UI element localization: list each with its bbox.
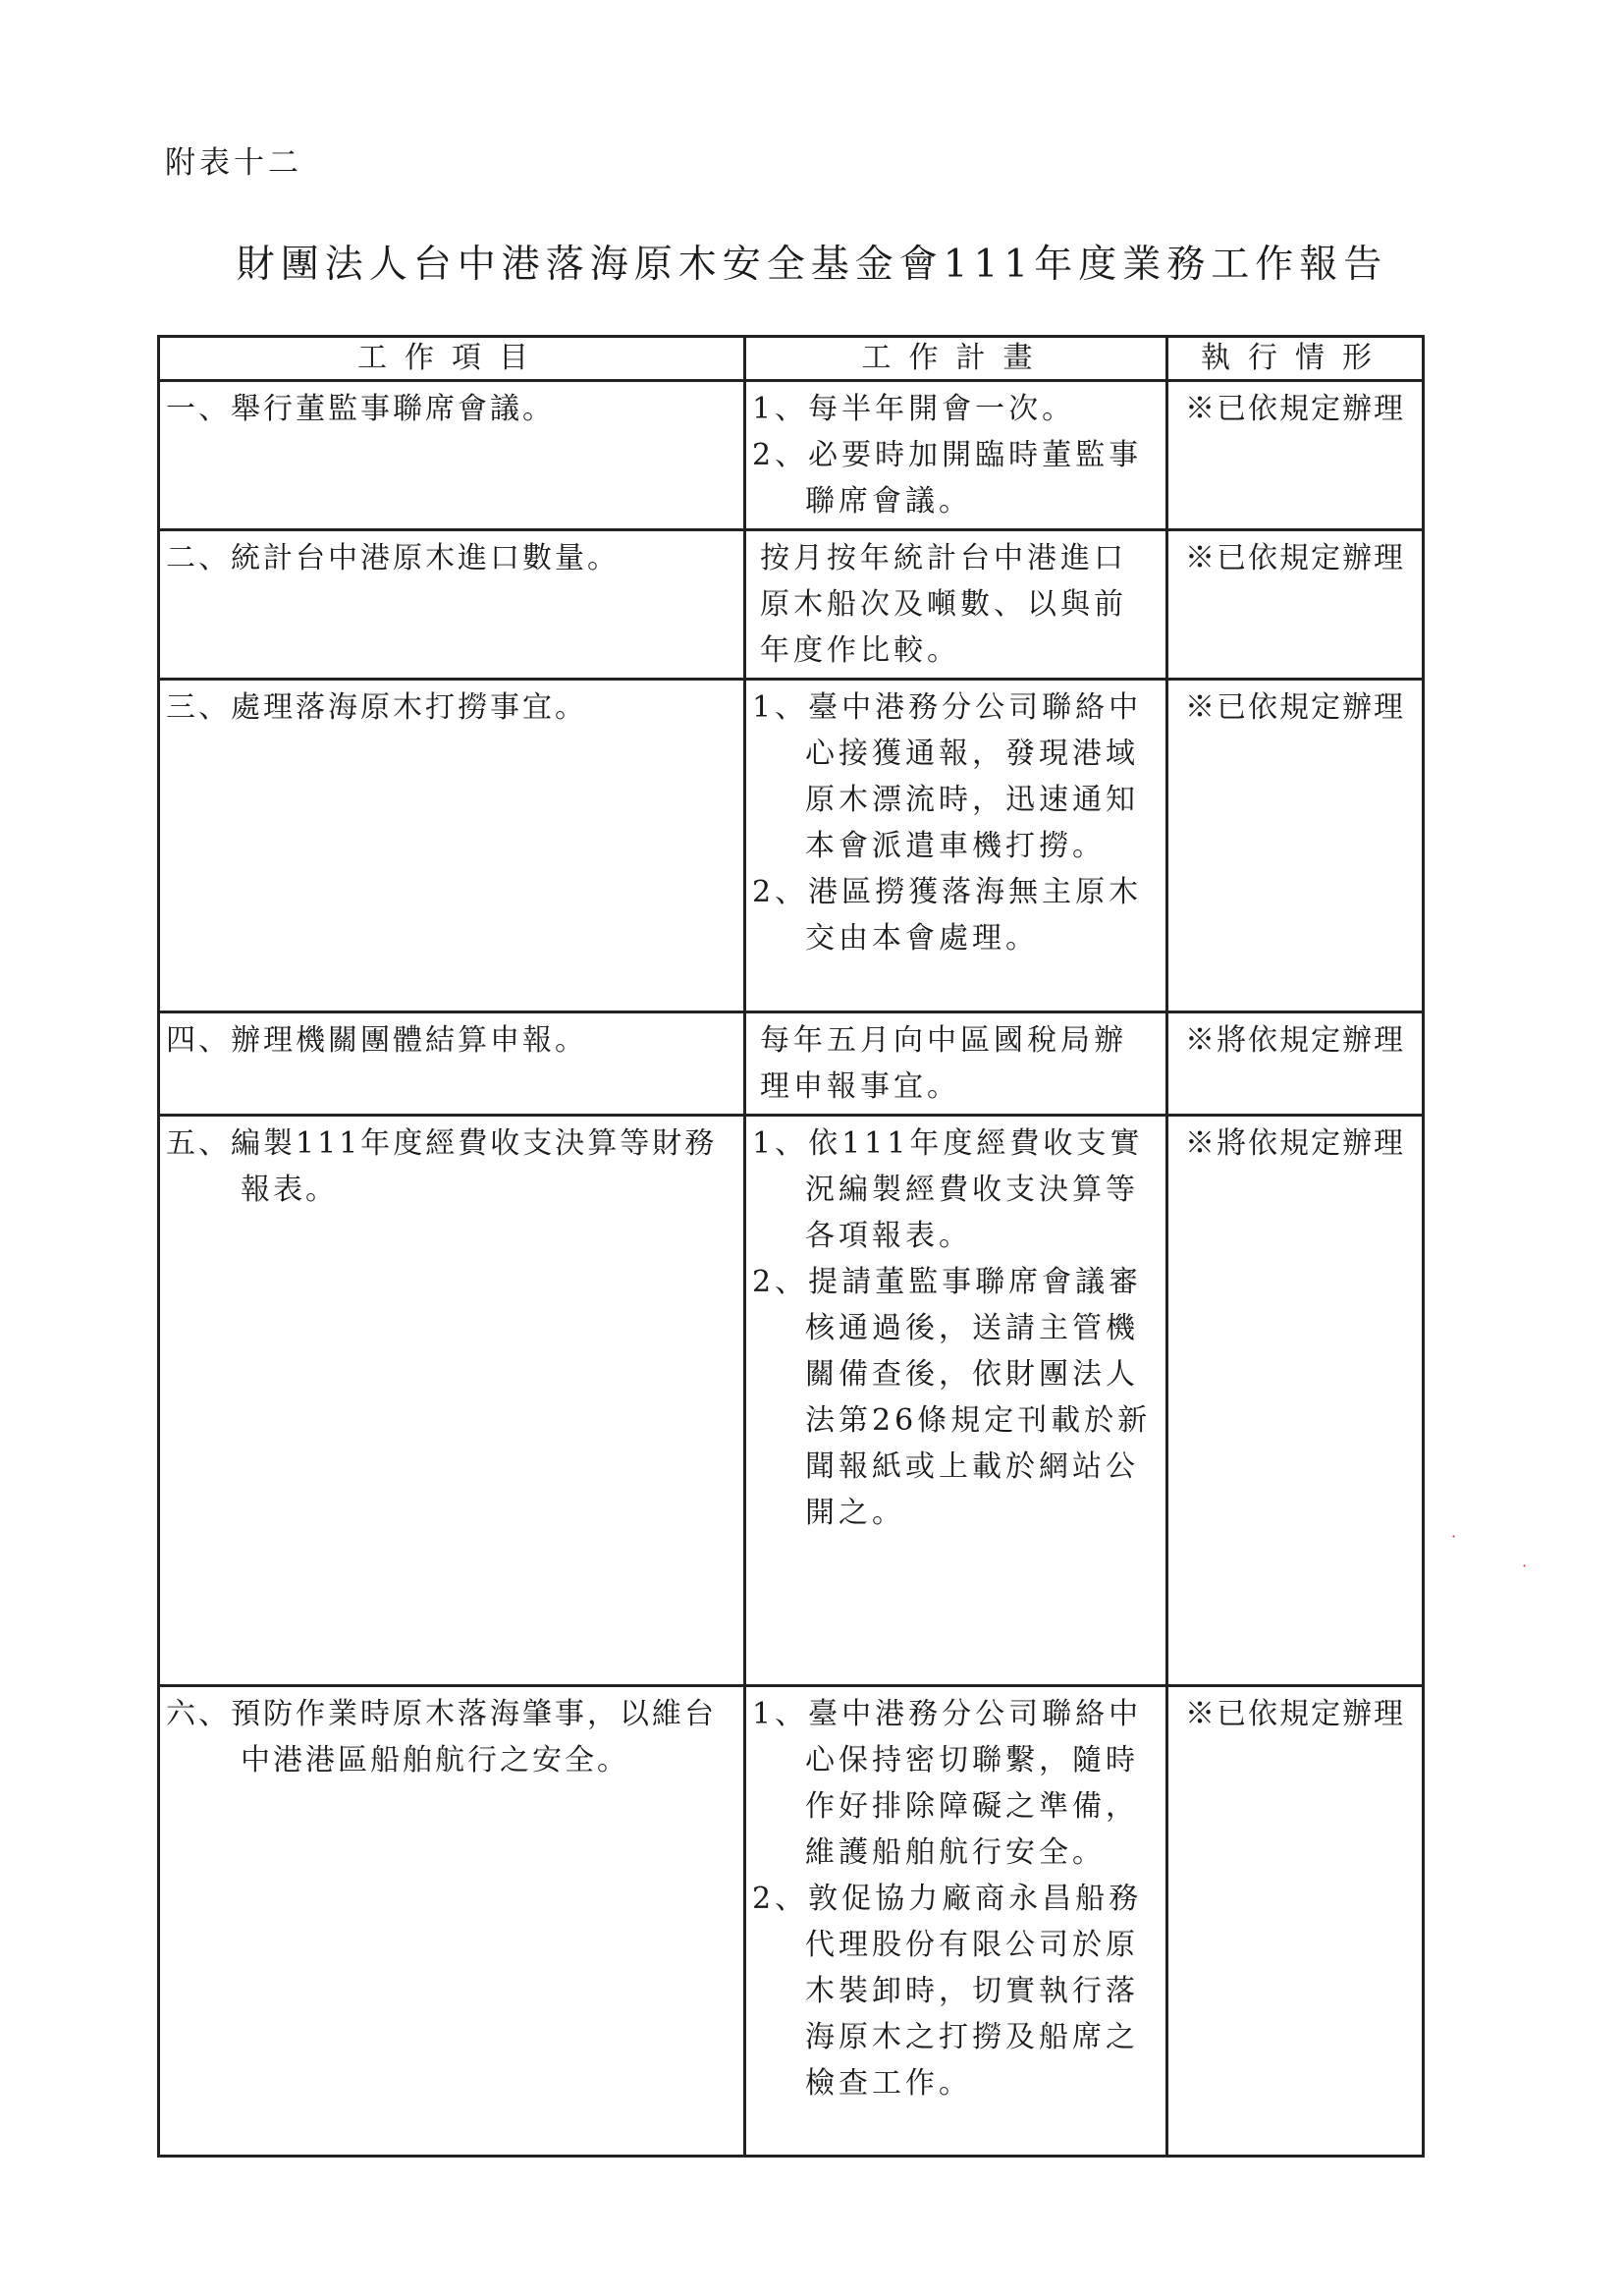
plan-step: 2、提請董監事聯席會議審核通過後，送請主管機關備查後，依財團法人法第26條規定刊載於新聞報紙或上載於網站公開之。 (752, 1265, 1152, 1530)
plan-step: 2、敦促協力廠商永昌船務代理股份有限公司於原木裝卸時，切實執行落海原木之打撈及船席之檢查工作。 (752, 1882, 1143, 2101)
execution-status: ※已依規定辦理 (1167, 530, 1424, 680)
plan-step: 1、每半年開會一次。 (752, 392, 1076, 426)
header-status: 執行情形 (1167, 337, 1424, 381)
work-item-text: 六、預防作業時原木落海肇事，以維台中港港區船舶航行之安全。 (166, 1697, 717, 1777)
table-row (159, 530, 1424, 680)
execution-status: ※已依規定辦理 (1167, 1686, 1424, 2157)
work-item (159, 680, 745, 1012)
header-plan: 工作計畫 (745, 337, 1167, 381)
table-row (159, 381, 1424, 530)
work-plan (745, 1012, 1167, 1116)
work-plan (745, 680, 1167, 1012)
work-plan (745, 1686, 1167, 2157)
appendix-label: 附表十二 (165, 145, 302, 181)
work-item (159, 1686, 745, 2157)
plan-step: 2、港區撈獲落海無主原木交由本會處理。 (752, 875, 1143, 956)
work-item-text: 一、舉行董監事聯席會議。 (166, 392, 555, 426)
work-item (159, 1116, 745, 1686)
work-plan (745, 1116, 1167, 1686)
work-item (159, 381, 745, 530)
scan-speck: · (1522, 1557, 1528, 1575)
table-row (159, 1116, 1424, 1686)
work-item-text: 三、處理落海原木打撈事宜。 (166, 690, 587, 725)
execution-status: ※將依規定辦理 (1167, 1012, 1424, 1116)
header-row (159, 337, 1424, 381)
execution-status: ※已依規定辦理 (1167, 381, 1424, 530)
execution-status: ※已依規定辦理 (1167, 680, 1424, 1012)
plan-step: 1、臺中港務分公司聯絡中心保持密切聯繫，隨時作好排除障礙之準備，維護船舶航行安全。 (752, 1697, 1143, 1870)
table-row (159, 1012, 1424, 1116)
work-item (159, 530, 745, 680)
plan-paragraph: 每年五月向中區國稅局辦理申報事宜。 (760, 1023, 1127, 1104)
header-item: 工作項目 (159, 337, 745, 381)
work-item-text: 四、辦理機關團體結算申報。 (166, 1023, 587, 1058)
table-row (159, 1686, 1424, 2157)
plan-step: 1、依111年度經費收支實況編製經費收支決算等各項報表。 (752, 1126, 1144, 1253)
report-title: 財團法人台中港落海原木安全基金會111年度業務工作報告 (236, 243, 1388, 287)
plan-step: 2、必要時加開臨時董監事聯席會議。 (752, 438, 1143, 519)
work-report-table (157, 335, 1425, 2158)
plan-paragraph: 按月按年統計台中港進口原木船次及噸數、以與前年度作比較。 (760, 541, 1127, 668)
table-row (159, 680, 1424, 1012)
work-item-text: 五、編製111年度經費收支決算等財務報表。 (166, 1126, 718, 1207)
execution-status: ※將依規定辦理 (1167, 1116, 1424, 1686)
work-item (159, 1012, 745, 1116)
work-plan (745, 381, 1167, 530)
scan-speck: · (1451, 1527, 1457, 1546)
work-item-text: 二、統計台中港原木進口數量。 (166, 541, 620, 575)
work-plan (745, 530, 1167, 680)
plan-step: 1、臺中港務分公司聯絡中心接獲通報，發現港域原木漂流時，迅速通知本會派遣車機打撈。 (752, 690, 1143, 863)
